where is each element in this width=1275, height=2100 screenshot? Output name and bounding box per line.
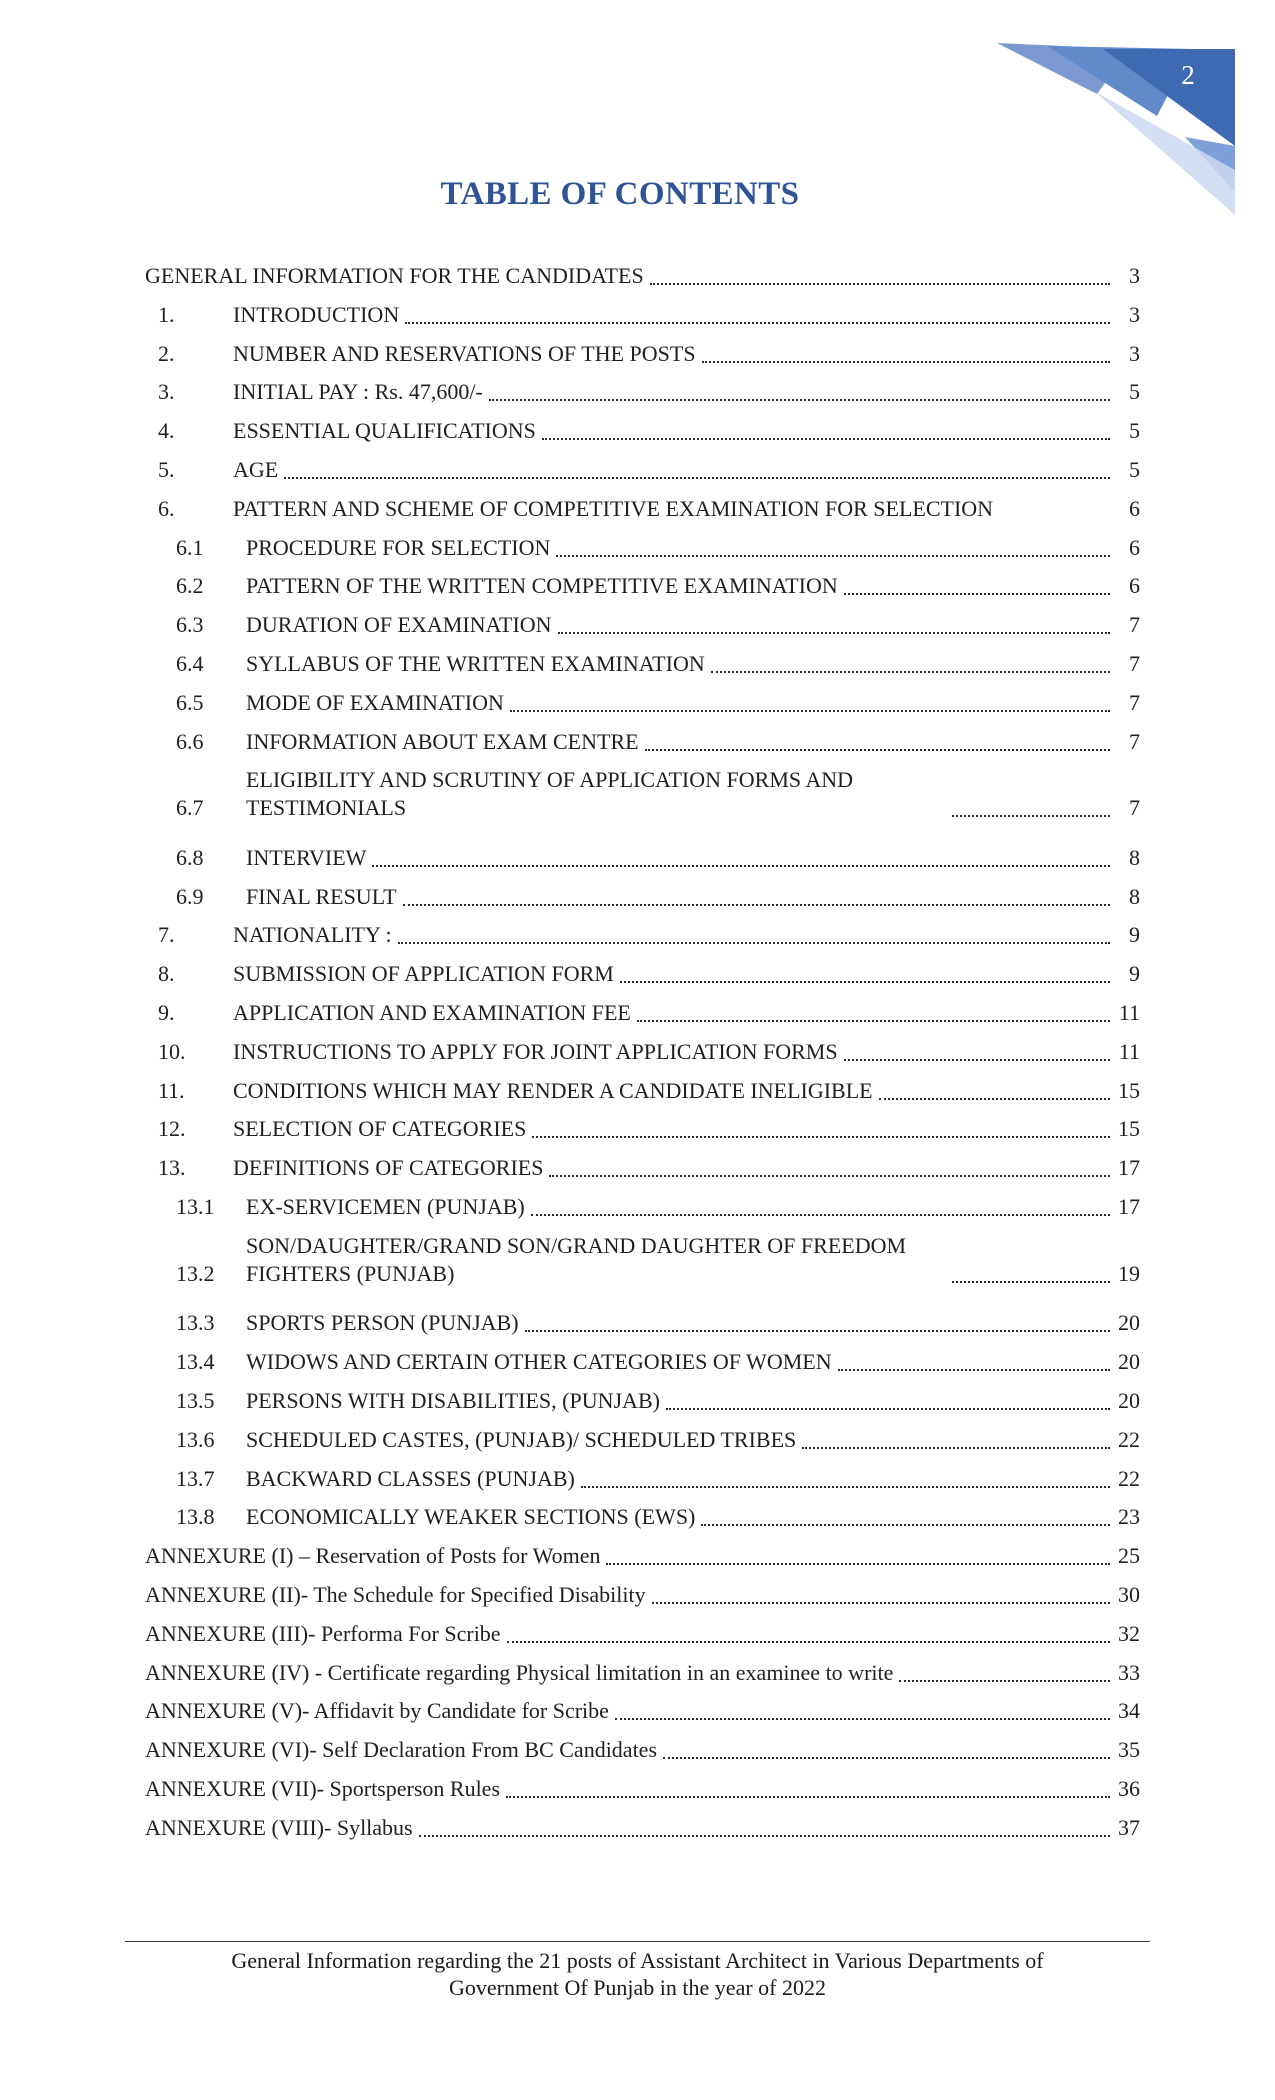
- dotted-leader: [666, 1408, 1110, 1410]
- toc-entry-title: ANNEXURE (III)- Performa For Scribe: [145, 1620, 501, 1646]
- toc-entry-title: SPORTS PERSON (PUNJAB): [246, 1310, 519, 1336]
- dotted-leader: [606, 1563, 1110, 1565]
- toc-entry-title: INITIAL PAY : Rs. 47,600/-: [233, 379, 483, 405]
- toc-entry-number: 1.: [158, 301, 175, 327]
- toc-entry[interactable]: [140, 1581, 1140, 1609]
- toc-entry-page: 34: [1118, 1698, 1140, 1724]
- footer-line-1: General Information regarding the 21 posts of Assistant Architect in Various Departments of: [231, 1948, 1044, 1973]
- dotted-leader: [802, 1447, 1110, 1449]
- toc-entry-page: 35: [1118, 1737, 1140, 1763]
- toc-entry-number: 13.7: [176, 1465, 215, 1491]
- toc-entry-title: ECONOMICALLY WEAKER SECTIONS (EWS): [246, 1504, 696, 1530]
- toc-entry-page: 15: [1118, 1116, 1140, 1142]
- toc-entry-page: 7: [1129, 728, 1140, 754]
- toc-entry[interactable]: [140, 378, 1140, 406]
- dotted-leader: [645, 749, 1110, 751]
- footer-line-2: Government Of Punjab in the year of 2022: [449, 1975, 826, 2000]
- toc-entry-title: SELECTION OF CATEGORIES: [233, 1116, 527, 1142]
- toc-entry[interactable]: [140, 1348, 1140, 1376]
- dotted-leader: [879, 1098, 1110, 1100]
- toc-entry-page: 22: [1118, 1426, 1140, 1452]
- toc-entry-page: 17: [1118, 1155, 1140, 1181]
- toc-entry-title: INFORMATION ABOUT EXAM CENTRE: [246, 728, 639, 754]
- toc-entry-page: 3: [1129, 263, 1140, 288]
- toc-entry-title: ANNEXURE (VII)- Sportsperson Rules: [145, 1775, 501, 1801]
- toc-entry-page: 20: [1118, 1349, 1140, 1375]
- toc-entry[interactable]: [140, 262, 1140, 290]
- toc-entry[interactable]: [140, 1775, 1140, 1803]
- toc-entry-title: NUMBER AND RESERVATIONS OF THE POSTS: [233, 340, 696, 366]
- dotted-leader: [549, 1175, 1110, 1177]
- dotted-leader: [844, 1059, 1110, 1061]
- toc-entry-title: ANNEXURE (IV) - Certificate regarding Physical limitation in an examinee to write: [145, 1659, 894, 1685]
- toc-entry[interactable]: [140, 1154, 1140, 1182]
- toc-entry[interactable]: [140, 611, 1140, 639]
- toc-entry-title: AGE: [233, 456, 279, 482]
- toc-entry[interactable]: [140, 1115, 1140, 1143]
- toc-entry[interactable]: [140, 1426, 1140, 1454]
- toc-entry-number: 9.: [158, 1000, 175, 1026]
- toc-entry-number: 6.8: [176, 844, 204, 870]
- toc-entry-page: 25: [1118, 1543, 1140, 1569]
- dotted-leader: [556, 555, 1110, 557]
- toc-entry-number: 4.: [158, 418, 175, 444]
- dotted-leader: [405, 322, 1110, 324]
- toc-entry-page: 6: [1129, 534, 1140, 560]
- toc-entry[interactable]: [140, 1542, 1140, 1570]
- toc-entry-page: 15: [1118, 1077, 1140, 1103]
- dotted-leader: [637, 1020, 1110, 1022]
- toc-entry[interactable]: [140, 534, 1140, 562]
- toc-entry-title: ELIGIBILITY AND SCRUTINY OF APPLICATION FORMS AND TESTIMONIALS: [246, 767, 854, 821]
- dotted-leader: [419, 1835, 1110, 1837]
- toc-entry-page: 8: [1129, 844, 1140, 870]
- toc-entry-page: 7: [1129, 689, 1140, 715]
- toc-entry[interactable]: [140, 844, 1140, 872]
- toc-entry-number: 11.: [158, 1077, 185, 1103]
- toc-entry-page: 20: [1118, 1387, 1140, 1413]
- toc-entry-page: 23: [1118, 1504, 1140, 1530]
- toc-entry-title: SUBMISSION OF APPLICATION FORM: [233, 961, 614, 987]
- toc-entry[interactable]: [140, 1387, 1140, 1415]
- toc-entry-number: 6.5: [176, 689, 204, 715]
- toc-entry-page: 19: [1118, 1260, 1140, 1286]
- toc-entry-page: 6: [1129, 495, 1140, 521]
- toc-entry[interactable]: [140, 1736, 1140, 1764]
- toc-entry[interactable]: [140, 921, 1140, 949]
- toc-entry-number: 6.9: [176, 883, 204, 909]
- toc-entry[interactable]: [140, 1503, 1140, 1531]
- dotted-leader: [558, 632, 1110, 634]
- toc-entry-title: EX-SERVICEMEN (PUNJAB): [246, 1194, 525, 1220]
- toc-entry-number: 2.: [158, 340, 175, 366]
- toc-entry-page: 22: [1118, 1465, 1140, 1491]
- toc-entry-number: 13.6: [176, 1426, 215, 1452]
- toc-entry-number: 13.2: [176, 1260, 215, 1286]
- dotted-leader: [581, 1486, 1110, 1488]
- dotted-leader: [507, 1641, 1110, 1643]
- dotted-leader: [952, 1281, 1110, 1283]
- toc-entry-title: INTERVIEW: [246, 844, 367, 870]
- dotted-leader: [711, 671, 1110, 673]
- toc-entry-title: ANNEXURE (I) – Reservation of Posts for Women: [145, 1543, 601, 1569]
- footer: [125, 1947, 1150, 2001]
- dotted-leader: [663, 1757, 1110, 1759]
- toc-entry-number: 13.: [158, 1155, 186, 1181]
- dotted-leader: [702, 361, 1110, 363]
- toc-entry-title: SCHEDULED CASTES, (PUNJAB)/ SCHEDULED TRIBES: [246, 1426, 797, 1452]
- dotted-leader: [532, 1136, 1110, 1138]
- dotted-leader: [650, 283, 1110, 285]
- dotted-leader: [284, 477, 1110, 479]
- toc-entry-page: 3: [1129, 301, 1140, 327]
- toc-entry[interactable]: [140, 456, 1140, 484]
- toc-entry-title: CONDITIONS WHICH MAY RENDER A CANDIDATE INELIGIBLE: [233, 1077, 873, 1103]
- toc-entry[interactable]: [140, 340, 1140, 368]
- toc-entry-title: ESSENTIAL QUALIFICATIONS: [233, 418, 536, 444]
- toc-entry-number: 13.1: [176, 1194, 215, 1220]
- toc-entry-title: INTRODUCTION: [233, 301, 400, 327]
- toc-entry[interactable]: [140, 1620, 1140, 1648]
- dotted-leader: [398, 942, 1110, 944]
- toc-entry-title: NATIONALITY :: [233, 922, 392, 948]
- toc-entry-page: 5: [1129, 456, 1140, 482]
- dotted-leader: [844, 593, 1110, 595]
- dotted-leader: [838, 1369, 1110, 1371]
- toc-entry-number: 13.8: [176, 1504, 215, 1530]
- toc-entry-number: 8.: [158, 961, 175, 987]
- toc-list: [140, 262, 1140, 1852]
- toc-entry-page: 20: [1118, 1310, 1140, 1336]
- toc-entry-number: 10.: [158, 1038, 186, 1064]
- toc-entry[interactable]: [140, 650, 1140, 678]
- toc-entry-page: 36: [1118, 1775, 1140, 1801]
- toc-entry-title: DEFINITIONS OF CATEGORIES: [233, 1155, 544, 1181]
- toc-entry-page: 6: [1129, 573, 1140, 599]
- toc-entry-page: 5: [1129, 379, 1140, 405]
- toc-entry-title: GENERAL INFORMATION FOR THE CANDIDATES: [145, 263, 644, 288]
- page-title: TABLE OF CONTENTS: [440, 176, 800, 212]
- page-number: 2: [1181, 60, 1195, 90]
- dotted-leader: [510, 710, 1110, 712]
- toc-entry-page: 11: [1118, 1038, 1140, 1064]
- toc-entry-page: 8: [1129, 883, 1140, 909]
- toc-entry-page: 9: [1129, 922, 1140, 948]
- dotted-leader: [615, 1718, 1110, 1720]
- toc-entry-number: 7.: [158, 922, 175, 948]
- toc-entry-title: INSTRUCTIONS TO APPLY FOR JOINT APPLICATION FORMS: [233, 1038, 838, 1064]
- toc-entry[interactable]: [140, 1697, 1140, 1725]
- toc-entry[interactable]: [140, 728, 1140, 756]
- toc-entry-number: 6.3: [176, 612, 204, 638]
- dotted-leader: [506, 1796, 1110, 1798]
- toc-entry-number: 5.: [158, 456, 175, 482]
- toc-entry[interactable]: [140, 766, 1140, 822]
- dotted-leader: [403, 904, 1110, 906]
- toc-entry-title: MODE OF EXAMINATION: [246, 689, 504, 715]
- toc-entry-page: 32: [1118, 1620, 1140, 1646]
- toc-entry[interactable]: [140, 1077, 1140, 1105]
- toc-entry-number: 6.1: [176, 534, 204, 560]
- toc-entry-title: ANNEXURE (VI)- Self Declaration From BC Candidates: [145, 1737, 658, 1763]
- dotted-leader: [372, 865, 1110, 867]
- dotted-leader: [489, 399, 1110, 401]
- toc-entry-title: PERSONS WITH DISABILITIES, (PUNJAB): [246, 1387, 660, 1413]
- toc-entry[interactable]: [140, 1814, 1140, 1842]
- toc-entry-title: WIDOWS AND CERTAIN OTHER CATEGORIES OF WOMEN: [246, 1349, 832, 1375]
- dotted-leader: [952, 815, 1110, 817]
- toc-entry-page: 7: [1129, 650, 1140, 676]
- toc-entry-title: PATTERN AND SCHEME OF COMPETITIVE EXAMINATION FOR SELECTION: [233, 495, 994, 521]
- toc-entry[interactable]: [140, 1193, 1140, 1221]
- toc-entry-number: 6.: [158, 495, 175, 521]
- toc-entry-title: ANNEXURE (II)- The Schedule for Specified Disability: [145, 1581, 646, 1607]
- toc-entry[interactable]: [140, 301, 1140, 329]
- toc-entry-page: 7: [1129, 795, 1140, 821]
- toc-entry-number: 12.: [158, 1116, 186, 1142]
- dotted-leader: [525, 1330, 1110, 1332]
- toc-entry[interactable]: [140, 1232, 1140, 1288]
- toc-entry-number: 6.4: [176, 650, 204, 676]
- toc-entry[interactable]: [140, 1309, 1140, 1337]
- dotted-leader: [542, 438, 1110, 440]
- toc-entry[interactable]: [140, 417, 1140, 445]
- toc-entry-title: ANNEXURE (VIII)- Syllabus: [145, 1814, 413, 1840]
- toc-entry[interactable]: [140, 960, 1140, 988]
- toc-entry[interactable]: [140, 999, 1140, 1027]
- toc-entry-title: FINAL RESULT: [246, 883, 397, 909]
- toc-entry-page: 37: [1118, 1814, 1140, 1840]
- toc-entry[interactable]: [140, 1659, 1140, 1687]
- dotted-leader: [701, 1524, 1110, 1526]
- toc-entry-page: 3: [1129, 340, 1140, 366]
- toc-entry-title: DURATION OF EXAMINATION: [246, 612, 552, 638]
- toc-entry-number: 13.5: [176, 1387, 215, 1413]
- toc-entry-title: PROCEDURE FOR SELECTION: [246, 534, 551, 560]
- toc-entry-page: 33: [1118, 1659, 1140, 1685]
- toc-entry-page: 17: [1118, 1194, 1140, 1220]
- toc-entry-page: 5: [1129, 418, 1140, 444]
- footer-divider: [125, 1941, 1150, 1942]
- toc-entry[interactable]: [140, 883, 1140, 911]
- toc-entry-title: SON/DAUGHTER/GRAND SON/GRAND DAUGHTER OF FREEDOM FIGHTERS (PUNJAB): [246, 1232, 907, 1286]
- toc-entry-number: 6.7: [176, 795, 204, 821]
- toc-entry-page: 9: [1129, 961, 1140, 987]
- toc-entry-number: 13.3: [176, 1310, 215, 1336]
- toc-entry-number: 6.6: [176, 728, 204, 754]
- toc-entry-number: 3.: [158, 379, 175, 405]
- toc-entry-title: PATTERN OF THE WRITTEN COMPETITIVE EXAMINATION: [246, 573, 838, 599]
- dotted-leader: [531, 1214, 1110, 1216]
- toc-entry-number: 6.2: [176, 573, 204, 599]
- toc-entry-title: ANNEXURE (V)- Affidavit by Candidate for Scribe: [145, 1698, 609, 1724]
- dotted-leader: [652, 1602, 1110, 1604]
- toc-entry[interactable]: [140, 495, 1140, 523]
- toc-entry-title: APPLICATION AND EXAMINATION FEE: [233, 1000, 631, 1026]
- toc-entry[interactable]: [140, 689, 1140, 717]
- toc-entry[interactable]: [140, 1465, 1140, 1493]
- toc-entry[interactable]: [140, 1038, 1140, 1066]
- toc-entry-number: 13.4: [176, 1349, 215, 1375]
- toc-entry[interactable]: [140, 572, 1140, 600]
- dotted-leader: [899, 1680, 1110, 1682]
- toc-entry-title: BACKWARD CLASSES (PUNJAB): [246, 1465, 575, 1491]
- toc-entry-page: 7: [1129, 612, 1140, 638]
- toc-entry-title: SYLLABUS OF THE WRITTEN EXAMINATION: [246, 650, 705, 676]
- dotted-leader: [620, 981, 1110, 983]
- toc-entry-page: 30: [1118, 1581, 1140, 1607]
- toc-entry-page: 11: [1118, 1000, 1140, 1026]
